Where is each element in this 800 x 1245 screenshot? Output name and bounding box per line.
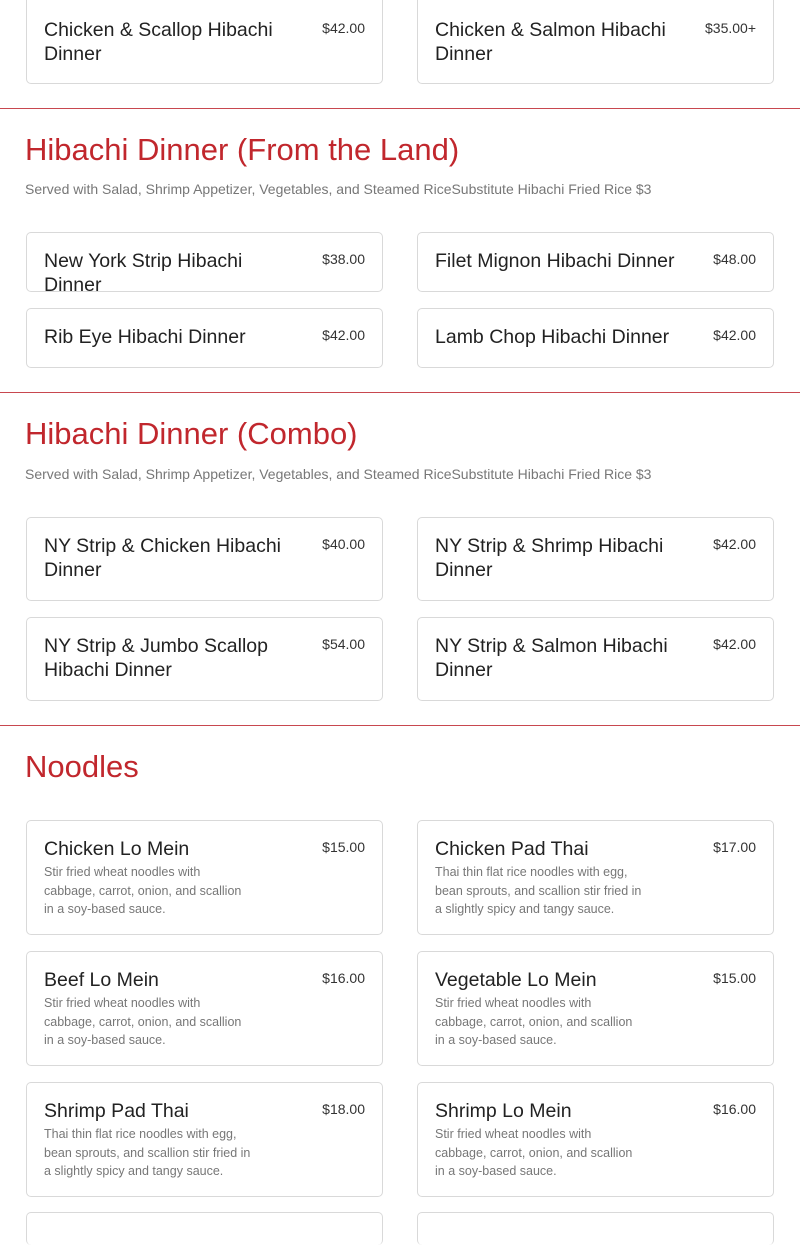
menu-item-card[interactable] bbox=[417, 517, 774, 601]
menu-item-card[interactable] bbox=[417, 1082, 774, 1197]
menu-item-name: Shrimp Pad Thai bbox=[44, 1100, 189, 1122]
section-title: Noodles bbox=[25, 749, 139, 784]
menu-item-name: Chicken Lo Mein bbox=[44, 838, 190, 860]
menu-item-card[interactable] bbox=[417, 308, 774, 368]
menu-item-card-partial[interactable] bbox=[26, 1212, 383, 1245]
menu-item-price: $16.00 bbox=[322, 970, 365, 986]
section-title: Hibachi Dinner (From the Land) bbox=[25, 132, 460, 167]
menu-item-name: NY Strip & Shrimp Hibachi Dinner bbox=[435, 535, 664, 581]
section-subtitle: Served with Salad, Shrimp Appetizer, Vegetables, and Steamed RiceSubstitute Hibachi Fried Rice $3 bbox=[25, 181, 652, 197]
menu-item-price: $40.00 bbox=[322, 536, 365, 552]
menu-item-price: $42.00 bbox=[713, 327, 756, 343]
menu-item-name: NY Strip & Jumbo Scallop Hibachi Dinner bbox=[44, 635, 268, 681]
menu-item-name: Shrimp Lo Mein bbox=[435, 1100, 572, 1122]
menu-item-card[interactable] bbox=[26, 232, 383, 296]
section-divider bbox=[0, 725, 800, 726]
menu-item-card[interactable] bbox=[26, 517, 383, 601]
menu-item-card[interactable] bbox=[417, 617, 774, 701]
menu-item-price: $16.00 bbox=[713, 1101, 756, 1117]
menu-item-price: $42.00 bbox=[713, 536, 756, 552]
menu-item-price: $48.00 bbox=[713, 251, 756, 267]
menu-item-card[interactable] bbox=[417, 232, 774, 292]
menu-grid-combo bbox=[26, 517, 774, 701]
menu-grid-noodles bbox=[26, 820, 774, 1197]
menu-item-card-partial[interactable] bbox=[417, 1212, 774, 1245]
menu-item-price: $42.00 bbox=[322, 20, 365, 36]
menu-item-price: $18.00 bbox=[322, 1101, 365, 1117]
menu-item-name: Vegetable Lo Mein bbox=[435, 969, 597, 991]
section-divider bbox=[0, 108, 800, 109]
menu-item-card[interactable] bbox=[26, 1082, 383, 1197]
menu-item-name: Rib Eye Hibachi Dinner bbox=[44, 326, 246, 348]
section-subtitle: Served with Salad, Shrimp Appetizer, Vegetables, and Steamed RiceSubstitute Hibachi Fried Rice $3 bbox=[25, 466, 652, 482]
menu-item-name: Chicken & Salmon Hibachi Dinner bbox=[435, 19, 666, 65]
menu-item-name: NY Strip & Chicken Hibachi Dinner bbox=[44, 535, 281, 581]
menu-item-description: Thai thin flat rice noodles with egg, bean sprouts, and scallion stir fried in a slightly spicy and tangy sauce. bbox=[44, 1127, 251, 1178]
menu-item-card[interactable] bbox=[26, 308, 383, 368]
menu-item-card[interactable] bbox=[417, 0, 774, 84]
menu-item-price: $42.00 bbox=[713, 636, 756, 652]
menu-item-price: $15.00 bbox=[322, 839, 365, 855]
menu-grid-top bbox=[26, 0, 774, 84]
menu-item-description: Stir fried wheat noodles with cabbage, carrot, onion, and scallion in a soy-based sauce. bbox=[435, 1127, 633, 1178]
section-divider bbox=[0, 392, 800, 393]
menu-item-price: $54.00 bbox=[322, 636, 365, 652]
menu-item-name: NY Strip & Salmon Hibachi Dinner bbox=[435, 635, 668, 681]
menu-item-description: Stir fried wheat noodles with cabbage, carrot, onion, and scallion in a soy-based sauce. bbox=[44, 996, 242, 1047]
menu-item-price: $42.00 bbox=[322, 327, 365, 343]
menu-item-name: New York Strip Hibachi Dinner bbox=[44, 250, 243, 296]
menu-item-card[interactable] bbox=[417, 951, 774, 1066]
menu-item-name: Beef Lo Mein bbox=[44, 969, 159, 991]
menu-item-price: $15.00 bbox=[713, 970, 756, 986]
menu-item-card[interactable] bbox=[26, 0, 383, 84]
menu-item-price: $17.00 bbox=[713, 839, 756, 855]
menu-item-name: Filet Mignon Hibachi Dinner bbox=[435, 250, 675, 272]
menu-item-price: $38.00 bbox=[322, 251, 365, 267]
menu-item-description: Thai thin flat rice noodles with egg, bean sprouts, and scallion stir fried in a slightly spicy and tangy sauce. bbox=[435, 865, 642, 916]
menu-item-price: $35.00+ bbox=[705, 20, 756, 36]
menu-item-description: Stir fried wheat noodles with cabbage, carrot, onion, and scallion in a soy-based sauce. bbox=[435, 996, 633, 1047]
menu-item-name: Chicken Pad Thai bbox=[435, 838, 589, 860]
menu-grid-land bbox=[26, 232, 774, 368]
menu-item-card[interactable] bbox=[26, 820, 383, 935]
menu-item-card[interactable] bbox=[26, 951, 383, 1066]
menu-item-name: Lamb Chop Hibachi Dinner bbox=[435, 326, 670, 348]
menu-item-description: Stir fried wheat noodles with cabbage, carrot, onion, and scallion in a soy-based sauce. bbox=[44, 865, 242, 916]
menu-item-card[interactable] bbox=[26, 617, 383, 701]
menu-item-card[interactable] bbox=[417, 820, 774, 935]
menu-item-name: Chicken & Scallop Hibachi Dinner bbox=[44, 19, 273, 65]
section-title: Hibachi Dinner (Combo) bbox=[25, 416, 358, 451]
